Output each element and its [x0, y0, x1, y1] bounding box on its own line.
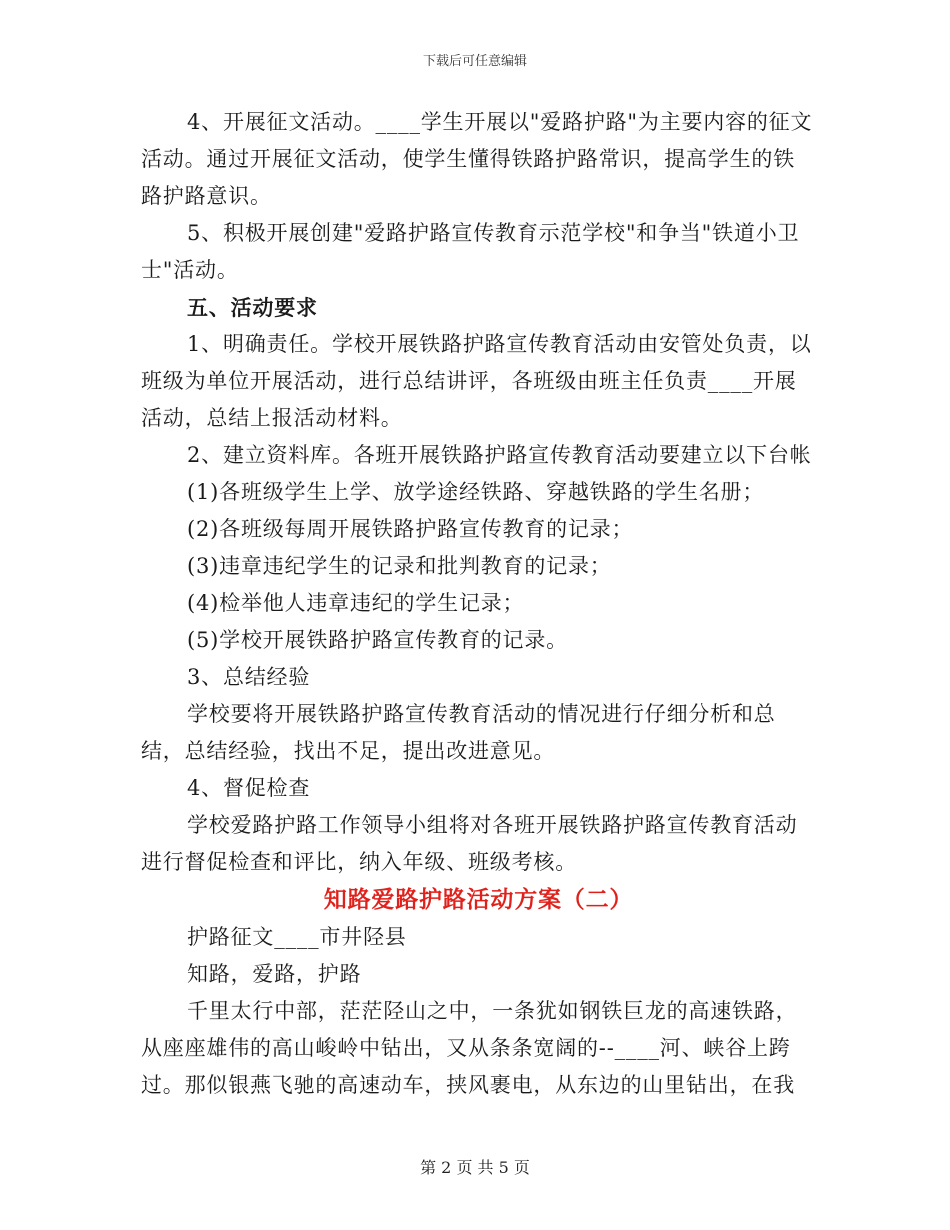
page-footer: 第 2 页 共 5 页	[420, 1158, 530, 1177]
paragraph-requirement-3: 3、总结经验	[187, 665, 311, 689]
paragraph-item-5: 5、积极开展创建"爱路护路宣传教育示范学校"和争当"铁道小卫士"活动。	[141, 221, 800, 282]
essay-byline: 护路征文____市井陉县	[187, 925, 407, 949]
list-item: (2)各班级每周开展铁路护路宣传教育的记录；	[187, 517, 634, 541]
essay-paragraph: 千里太行中部，茫茫陉山之中，一条犹如钢铁巨龙的高速铁路，从座座雄伟的高山峻岭中钻出，又从条条宽阔的--____河、峡谷上跨过。那似银燕飞驰的高速动车，挟风裹电，从东边的山里钻出，在我	[141, 999, 798, 1097]
paragraph-requirement-4: 4、督促检查	[187, 776, 311, 800]
paragraph-item-4: 4、开展征文活动。____学生开展以"爱路护路"为主要内容的征文活动。通过开展征文活动，使学生懂得铁路护路常识，提高学生的铁路护路意识。	[141, 110, 813, 208]
paragraph-requirement-3-body: 学校要将开展铁路护路宣传教育活动的情况进行仔细分析和总结，总结经验，找出不足，提出改进意见。	[141, 702, 776, 763]
paragraph-requirement-2: 2、建立资料库。各班开展铁路护路宣传教育活动要建立以下台帐	[187, 443, 812, 467]
essay-subtitle: 知路，爱路，护路	[187, 962, 362, 986]
list-item: (4)检举他人违章违纪的学生记录；	[187, 591, 525, 615]
paragraph-requirement-4-body: 学校爱路护路工作领导小组将对各班开展铁路护路宣传教育活动进行督促检查和评比，纳入年级、班级考核。	[141, 813, 798, 874]
section-title-2: 知路爱路护路活动方案（二）	[323, 886, 634, 913]
page-header: 下载后可任意编辑	[422, 54, 527, 69]
list-item: (5)学校开展铁路护路宣传教育的记录。	[187, 628, 568, 652]
section-heading-requirements: 五、活动要求	[187, 295, 318, 320]
list-item: (3)违章违纪学生的记录和批判教育的记录；	[187, 554, 612, 578]
list-item: (1)各班级学生上学、放学途经铁路、穿越铁路的学生名册；	[187, 480, 765, 504]
document-body	[141, 104, 816, 1104]
paragraph-requirement-1: 1、明确责任。学校开展铁路护路宣传教育活动由安管处负责，以班级为单位开展活动，进行总结讲评，各班级由班主任负责____开展活动，总结上报活动材料。	[141, 332, 812, 430]
